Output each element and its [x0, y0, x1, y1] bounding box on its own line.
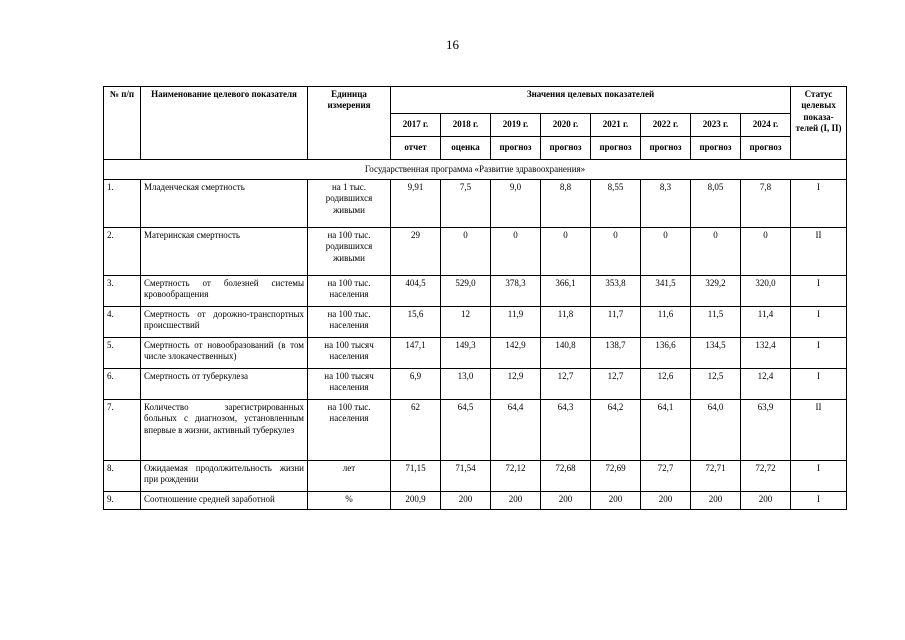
indicator-value: 8,55 — [591, 180, 641, 228]
table-row — [104, 400, 847, 461]
indicator-name: Материнская смертность — [141, 228, 308, 276]
unit-of-measure: на 100 тыс. населения — [308, 400, 391, 461]
indicator-value: 9,0 — [491, 180, 541, 228]
indicator-name: Смертность от новообразований (в том числе злокачественных) — [141, 338, 308, 369]
header-kind: прогноз — [691, 137, 741, 160]
indicator-value: 72,12 — [491, 461, 541, 492]
header-kind: прогноз — [591, 137, 641, 160]
indicator-value: 7,5 — [441, 180, 491, 228]
indicator-value: 64,0 — [691, 400, 741, 461]
indicator-value: 72,69 — [591, 461, 641, 492]
indicator-name: Количество зарегистрированных больных с диагнозом, установленным впервые в жизни, активный туберкулез — [141, 400, 308, 461]
indicator-value: 0 — [491, 228, 541, 276]
indicator-status: I — [791, 369, 847, 400]
indicator-value: 64,1 — [641, 400, 691, 461]
header-name: Наименование целевого показателя — [141, 87, 308, 160]
table-row — [104, 338, 847, 369]
indicator-value: 404,5 — [391, 276, 441, 307]
indicator-status: I — [791, 180, 847, 228]
target-indicators-table — [103, 86, 847, 510]
indicator-value: 0 — [691, 228, 741, 276]
indicator-value: 71,15 — [391, 461, 441, 492]
unit-of-measure: на 100 тысяч населения — [308, 338, 391, 369]
row-number: 2. — [104, 228, 141, 276]
indicator-value: 8,8 — [541, 180, 591, 228]
unit-of-measure: на 1 тыс. родившихся живыми — [308, 180, 391, 228]
indicator-value: 142,9 — [491, 338, 541, 369]
indicator-status: II — [791, 228, 847, 276]
header-kind: отчет — [391, 137, 441, 160]
header-unit: Единица измерения — [308, 87, 391, 160]
header-year: 2020 г. — [541, 114, 591, 137]
table-row — [104, 180, 847, 228]
indicator-value: 11,9 — [491, 307, 541, 338]
indicator-value: 200 — [441, 492, 491, 510]
unit-of-measure: на 100 тыс. населения — [308, 307, 391, 338]
header-values: Значения целевых показателей — [391, 87, 791, 114]
page-number: 16 — [446, 37, 459, 52]
indicator-value: 200 — [641, 492, 691, 510]
indicator-value: 0 — [591, 228, 641, 276]
header-year: 2019 г. — [491, 114, 541, 137]
header-year: 2017 г. — [391, 114, 441, 137]
row-number: 3. — [104, 276, 141, 307]
program-title: Государственная программа «Развитие здравоохранения» — [104, 160, 847, 180]
indicator-value: 378,3 — [491, 276, 541, 307]
indicator-value: 63,9 — [741, 400, 791, 461]
indicator-status: II — [791, 400, 847, 461]
indicator-value: 12,7 — [541, 369, 591, 400]
unit-of-measure: на 100 тысяч населения — [308, 369, 391, 400]
indicator-value: 134,5 — [691, 338, 741, 369]
indicator-value: 200 — [741, 492, 791, 510]
indicator-value: 71,54 — [441, 461, 491, 492]
row-number: 1. — [104, 180, 141, 228]
table-row — [104, 276, 847, 307]
row-number: 4. — [104, 307, 141, 338]
indicator-value: 200 — [491, 492, 541, 510]
indicator-value: 12,6 — [641, 369, 691, 400]
indicator-value: 320,0 — [741, 276, 791, 307]
indicator-value: 0 — [441, 228, 491, 276]
header-year: 2021 г. — [591, 114, 641, 137]
row-number: 8. — [104, 461, 141, 492]
indicator-value: 12,5 — [691, 369, 741, 400]
indicator-value: 353,8 — [591, 276, 641, 307]
indicator-value: 132,4 — [741, 338, 791, 369]
indicator-value: 64,5 — [441, 400, 491, 461]
header-kind: прогноз — [491, 137, 541, 160]
indicator-value: 200 — [691, 492, 741, 510]
indicator-name: Смертность от дорожно-транспортных происшествий — [141, 307, 308, 338]
indicator-status: I — [791, 461, 847, 492]
indicator-value: 140,8 — [541, 338, 591, 369]
indicator-status: I — [791, 307, 847, 338]
indicator-value: 11,8 — [541, 307, 591, 338]
indicator-value: 8,3 — [641, 180, 691, 228]
unit-of-measure: на 100 тыс. родившихся живыми — [308, 228, 391, 276]
table-row — [104, 228, 847, 276]
header-kind: прогноз — [741, 137, 791, 160]
indicator-value: 13,0 — [441, 369, 491, 400]
indicator-value: 11,4 — [741, 307, 791, 338]
indicator-value: 64,4 — [491, 400, 541, 461]
indicator-value: 329,2 — [691, 276, 741, 307]
header-kind: прогноз — [641, 137, 691, 160]
indicator-value: 200,9 — [391, 492, 441, 510]
row-number: 9. — [104, 492, 141, 510]
table-row — [104, 492, 847, 510]
indicator-value: 9,91 — [391, 180, 441, 228]
row-number: 6. — [104, 369, 141, 400]
indicator-name: Соотношение средней заработной — [141, 492, 308, 510]
header-year: 2023 г. — [691, 114, 741, 137]
unit-of-measure: % — [308, 492, 391, 510]
indicator-status: I — [791, 276, 847, 307]
indicator-value: 0 — [641, 228, 691, 276]
row-number: 7. — [104, 400, 141, 461]
indicator-value: 200 — [541, 492, 591, 510]
header-year: 2022 г. — [641, 114, 691, 137]
indicator-value: 138,7 — [591, 338, 641, 369]
indicator-status: I — [791, 492, 847, 510]
indicator-value: 62 — [391, 400, 441, 461]
indicator-value: 64,2 — [591, 400, 641, 461]
indicator-value: 7,8 — [741, 180, 791, 228]
indicator-value: 0 — [741, 228, 791, 276]
indicator-value: 12,7 — [591, 369, 641, 400]
unit-of-measure: на 100 тыс. населения — [308, 276, 391, 307]
indicator-value: 8,05 — [691, 180, 741, 228]
table-row — [104, 461, 847, 492]
indicator-value: 12,9 — [491, 369, 541, 400]
table-row — [104, 369, 847, 400]
header-year: 2024 г. — [741, 114, 791, 137]
indicator-value: 64,3 — [541, 400, 591, 461]
indicator-value: 72,71 — [691, 461, 741, 492]
table-row — [104, 307, 847, 338]
indicator-value: 529,0 — [441, 276, 491, 307]
indicator-name: Младенческая смертность — [141, 180, 308, 228]
indicator-status: I — [791, 338, 847, 369]
indicator-value: 11,5 — [691, 307, 741, 338]
indicator-name: Ожидаемая продолжительность жизни при рождении — [141, 461, 308, 492]
header-year: 2018 г. — [441, 114, 491, 137]
indicator-value: 15,6 — [391, 307, 441, 338]
indicator-value: 341,5 — [641, 276, 691, 307]
indicator-value: 11,7 — [591, 307, 641, 338]
indicator-value: 72,7 — [641, 461, 691, 492]
indicator-name: Смертность от болезней системы кровообращения — [141, 276, 308, 307]
indicator-value: 72,72 — [741, 461, 791, 492]
indicator-value: 11,6 — [641, 307, 691, 338]
header-num: № п/п — [104, 87, 141, 160]
header-status: Статус целевых показа-телей (I, II) — [791, 87, 847, 160]
row-number: 5. — [104, 338, 141, 369]
header-kind: прогноз — [541, 137, 591, 160]
indicator-value: 12,4 — [741, 369, 791, 400]
indicator-value: 6,9 — [391, 369, 441, 400]
indicator-value: 149,3 — [441, 338, 491, 369]
indicator-name: Смертность от туберкулеза — [141, 369, 308, 400]
indicator-value: 147,1 — [391, 338, 441, 369]
indicator-value: 12 — [441, 307, 491, 338]
unit-of-measure: лет — [308, 461, 391, 492]
indicator-value: 136,6 — [641, 338, 691, 369]
indicator-value: 366,1 — [541, 276, 591, 307]
header-kind: оценка — [441, 137, 491, 160]
indicator-value: 72,68 — [541, 461, 591, 492]
indicator-value: 29 — [391, 228, 441, 276]
indicator-value: 200 — [591, 492, 641, 510]
indicator-value: 0 — [541, 228, 591, 276]
